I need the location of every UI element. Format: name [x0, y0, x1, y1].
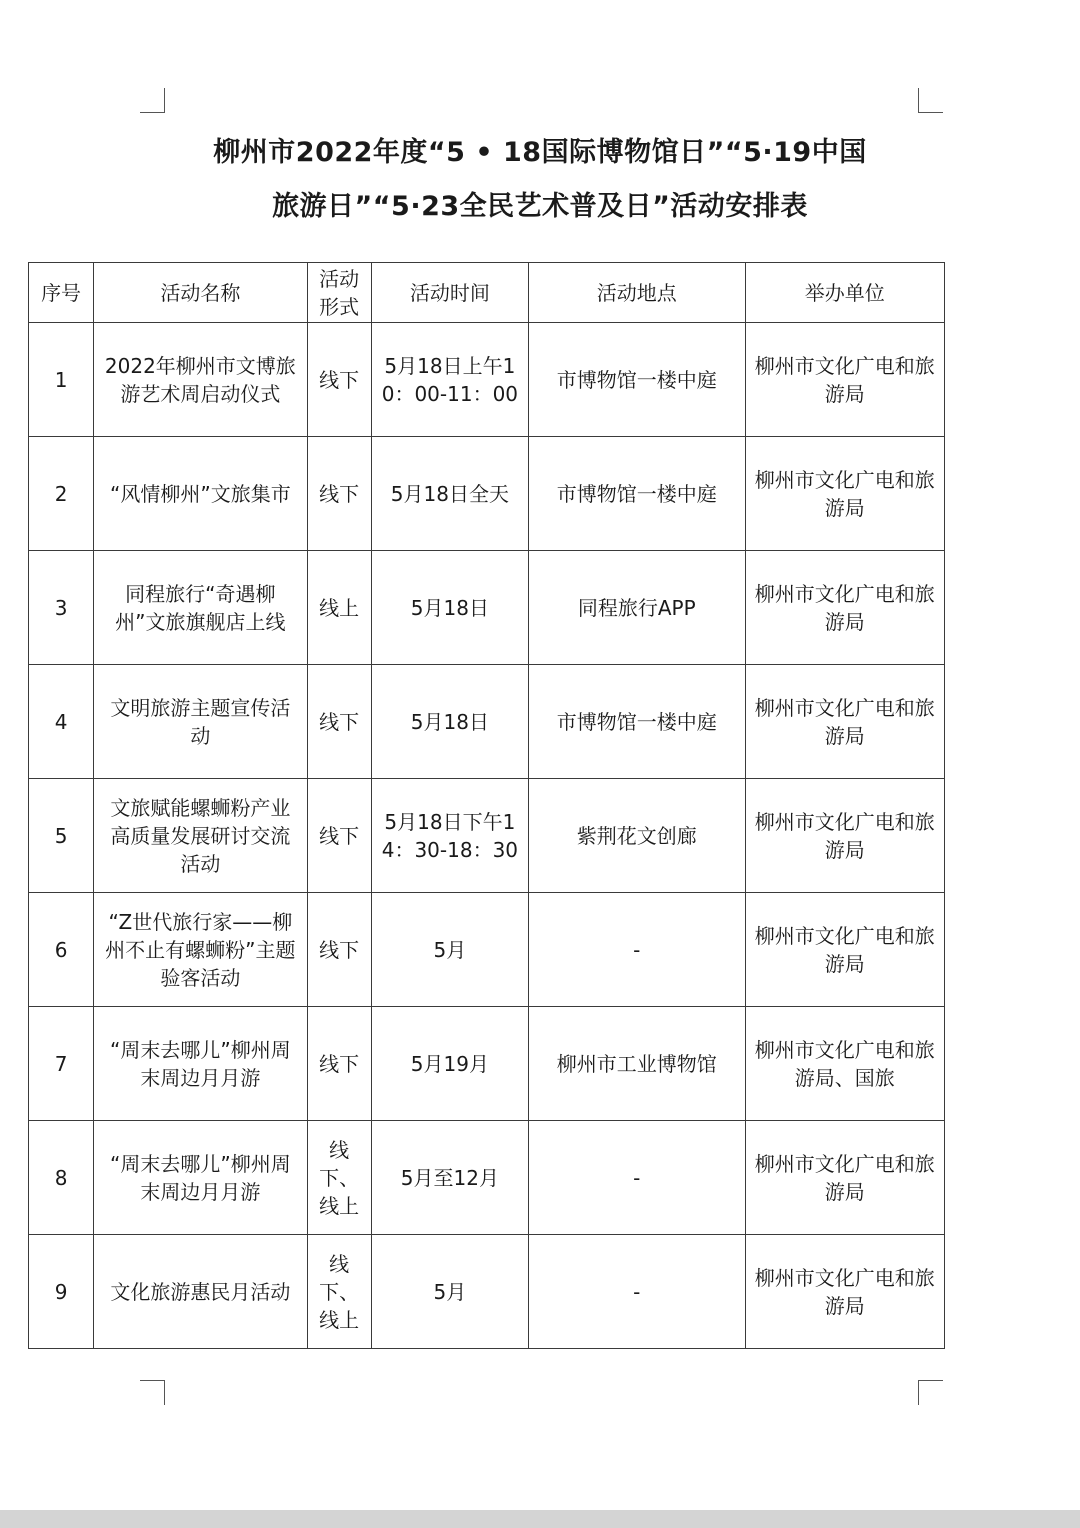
cell-time: 5月至12月	[371, 1121, 528, 1235]
cell-name: “周末去哪儿”柳州周末周边月月游	[94, 1121, 307, 1235]
header-org: 举办单位	[745, 263, 944, 323]
cell-seq: 9	[29, 1235, 94, 1349]
table-row	[29, 437, 945, 551]
cell-name: 同程旅行“奇遇柳州”文旅旗舰店上线	[94, 551, 307, 665]
cell-org: 柳州市文化广电和旅游局	[745, 437, 944, 551]
cell-place: 市博物馆一楼中庭	[529, 437, 745, 551]
cell-form: 线下	[307, 437, 371, 551]
cell-org: 柳州市文化广电和旅游局	[745, 551, 944, 665]
cell-time: 5月18日上午10：00-11：00	[371, 323, 528, 437]
crop-mark-bottom-right	[918, 1380, 943, 1405]
cell-time: 5月18日	[371, 551, 528, 665]
cell-name: “Z世代旅行家——柳州不止有螺蛳粉”主题验客活动	[94, 893, 307, 1007]
cell-seq: 8	[29, 1121, 94, 1235]
cell-place: 同程旅行APP	[529, 551, 745, 665]
cell-org: 柳州市文化广电和旅游局、国旅	[745, 1007, 944, 1121]
cell-name: 文化旅游惠民月活动	[94, 1235, 307, 1349]
cell-seq: 5	[29, 779, 94, 893]
table-header-row	[29, 263, 945, 323]
cell-org: 柳州市文化广电和旅游局	[745, 665, 944, 779]
cell-time: 5月18日全天	[371, 437, 528, 551]
cell-form: 线下	[307, 323, 371, 437]
cell-place: -	[529, 1235, 745, 1349]
cell-seq: 6	[29, 893, 94, 1007]
crop-mark-bottom-left	[140, 1380, 165, 1405]
cell-form: 线上	[307, 551, 371, 665]
page-bottom-divider	[0, 1510, 1080, 1528]
cell-time: 5月	[371, 893, 528, 1007]
cell-place: -	[529, 1121, 745, 1235]
table-row	[29, 1235, 945, 1349]
cell-place: 市博物馆一楼中庭	[529, 323, 745, 437]
table-row	[29, 551, 945, 665]
cell-name: 2022年柳州市文博旅游艺术周启动仪式	[94, 323, 307, 437]
cell-seq: 4	[29, 665, 94, 779]
cell-form: 线下	[307, 893, 371, 1007]
cell-time: 5月18日下午14：30-18：30	[371, 779, 528, 893]
table-row	[29, 1121, 945, 1235]
cell-org: 柳州市文化广电和旅游局	[745, 779, 944, 893]
table-row	[29, 893, 945, 1007]
header-seq: 序号	[29, 263, 94, 323]
cell-place: 紫荆花文创廊	[529, 779, 745, 893]
table-row	[29, 665, 945, 779]
table-row	[29, 1007, 945, 1121]
document-title-line-1: 柳州市2022年度“5 • 18国际博物馆日”“5·19中国	[213, 137, 867, 168]
cell-form: 线下	[307, 779, 371, 893]
cell-time: 5月18日	[371, 665, 528, 779]
cell-place: 市博物馆一楼中庭	[529, 665, 745, 779]
cell-form: 线下	[307, 1007, 371, 1121]
cell-place: -	[529, 893, 745, 1007]
cell-time: 5月	[371, 1235, 528, 1349]
cell-place: 柳州市工业博物馆	[529, 1007, 745, 1121]
cell-form: 线下、线上	[307, 1235, 371, 1349]
cell-time: 5月19月	[371, 1007, 528, 1121]
header-form: 活动形式	[307, 263, 371, 323]
cell-name: 文旅赋能螺蛳粉产业高质量发展研讨交流活动	[94, 779, 307, 893]
crop-mark-top-right	[918, 88, 943, 113]
cell-seq: 1	[29, 323, 94, 437]
cell-name: “风情柳州”文旅集市	[94, 437, 307, 551]
header-time: 活动时间	[371, 263, 528, 323]
cell-seq: 3	[29, 551, 94, 665]
cell-seq: 2	[29, 437, 94, 551]
cell-org: 柳州市文化广电和旅游局	[745, 323, 944, 437]
activity-schedule-table	[28, 262, 945, 1349]
cell-name: “周末去哪儿”柳州周末周边月月游	[94, 1007, 307, 1121]
cell-form: 线下	[307, 665, 371, 779]
header-place: 活动地点	[529, 263, 745, 323]
crop-mark-top-left	[140, 88, 165, 113]
table-row	[29, 779, 945, 893]
cell-org: 柳州市文化广电和旅游局	[745, 1121, 944, 1235]
document-title-line-2: 旅游日”“5·23全民艺术普及日”活动安排表	[272, 191, 808, 222]
cell-name: 文明旅游主题宣传活动	[94, 665, 307, 779]
cell-org: 柳州市文化广电和旅游局	[745, 893, 944, 1007]
cell-form: 线下、线上	[307, 1121, 371, 1235]
cell-seq: 7	[29, 1007, 94, 1121]
header-name: 活动名称	[94, 263, 307, 323]
table-row	[29, 323, 945, 437]
cell-org: 柳州市文化广电和旅游局	[745, 1235, 944, 1349]
